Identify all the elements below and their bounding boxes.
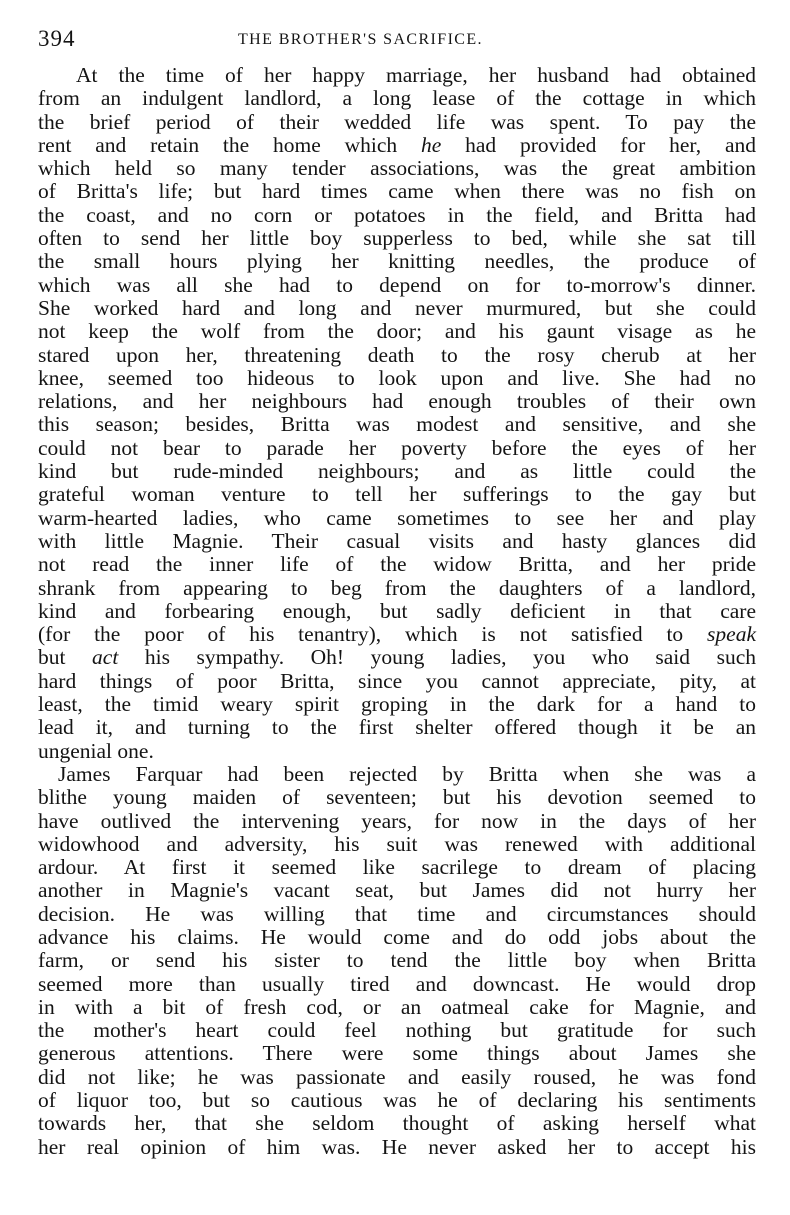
text-segment: rent and retain the home which [38, 132, 421, 157]
text-line: shrank from appearing to beg from the daughters of a landlord, [38, 575, 756, 600]
text-line: ardour. At first it seemed like sacrilege to dream of placing [38, 855, 756, 880]
text-line: grateful woman venture to tell her sufferings to the gay but [38, 482, 756, 507]
italic-word: speak [707, 622, 756, 647]
page-number: 394 [38, 26, 76, 51]
text-segment: (for the poor of his tenantry), which is not satisfied to [38, 622, 708, 647]
text-line: of Britta's life; but hard times came when there was no fish on [38, 179, 756, 204]
text-line: kind but rude-minded neighbours; and as little could the [38, 459, 756, 484]
text-line: another in Magnie's vacant seat, but James did not hurry her [38, 878, 756, 903]
text-line: generous attentions. There were some things about James she [38, 1041, 756, 1066]
text-line: ungenial one. [38, 738, 154, 763]
text-line [38, 646, 756, 669]
text-line: blithe young maiden of seventeen; but his devotion seemed to [38, 785, 756, 810]
text-line: kind and forbearing enough, but sadly deficient in that care [38, 598, 756, 623]
running-head [38, 26, 756, 60]
text-line: which was all she had to depend on for to-morrow's dinner. [38, 272, 756, 297]
text-line: widowhood and adversity, his suit was renewed with additional [38, 831, 756, 856]
text-line [38, 134, 756, 157]
text-line: the brief period of their wedded life was spent. To pay the [38, 109, 756, 134]
text-line [38, 623, 756, 646]
text-line: warm-hearted ladies, who came sometimes to see her and play [38, 505, 756, 530]
text-line: hard things of poor Britta, since you cannot appreciate, pity, at [38, 668, 756, 693]
italic-word: he [420, 132, 442, 157]
text-segment: his sympathy. Oh! young ladies, you who said such [118, 645, 756, 670]
text-line: decision. He was willing that time and circumstances should [38, 901, 756, 926]
text-line: knee, seemed too hideous to look upon and live. She had no [38, 365, 756, 390]
text-line: her real opinion of him was. He never asked her to accept his [38, 1134, 756, 1159]
text-line: could not bear to parade her poverty before the eyes of her [38, 435, 756, 460]
text-line: have outlived the intervening years, for now in the days of her [38, 808, 756, 833]
text-line: not keep the wolf from the door; and his gaunt visage as he [38, 319, 756, 344]
body-text [38, 64, 756, 1159]
text-line: She worked hard and long and never murmured, but she could [38, 295, 756, 320]
text-line: At the time of her happy marriage, her husband had obtained [76, 63, 756, 87]
text-segment: but [38, 645, 93, 670]
text-line: from an indulgent landlord, a long lease of the cottage in which [38, 86, 756, 111]
running-title: THE BROTHER'S SACRIFICE. [238, 31, 483, 48]
text-line: the mother's heart could feel nothing but gratitude for such [38, 1018, 756, 1043]
text-line: not read the inner life of the widow Britta, and her pride [38, 552, 756, 577]
text-line: with little Magnie. Their casual visits and hasty glances did [38, 528, 756, 553]
italic-word: act [92, 645, 119, 670]
book-page [38, 26, 756, 1159]
text-line: this season; besides, Britta was modest and sensitive, and she [38, 412, 756, 437]
text-line: in with a bit of fresh cod, or an oatmeal cake for Magnie, and [38, 994, 756, 1019]
text-line: advance his claims. He would come and do odd jobs about the [38, 924, 756, 949]
text-line: seemed more than usually tired and downcast. He would drop [38, 971, 756, 996]
text-line: least, the timid weary spirit groping in the dark for a hand to [38, 692, 756, 717]
text-line: often to send her little boy supperless to bed, while she sat till [38, 226, 756, 251]
text-line: relations, and her neighbours had enough troubles of their own [38, 389, 756, 414]
text-line: stared upon her, threatening death to the rosy cherub at her [38, 342, 756, 367]
text-line: of liquor too, but so cautious was he of declaring his sentiments [38, 1088, 756, 1113]
text-line: James Farquar had been rejected by Britta when she was a [58, 761, 756, 786]
text-line: the small hours plying her knitting needles, the produce of [38, 249, 756, 274]
text-line: lead it, and turning to the first shelter offered though it be an [38, 715, 756, 740]
text-segment: had provided for her, and [441, 132, 756, 157]
text-line: did not like; he was passionate and easily roused, he was fond [38, 1064, 756, 1089]
text-line: the coast, and no corn or potatoes in the field, and Britta had [38, 202, 756, 227]
text-line: towards her, that she seldom thought of asking herself what [38, 1111, 756, 1136]
text-line: which held so many tender associations, was the great ambition [38, 156, 756, 181]
text-line: farm, or send his sister to tend the little boy when Britta [38, 948, 756, 973]
